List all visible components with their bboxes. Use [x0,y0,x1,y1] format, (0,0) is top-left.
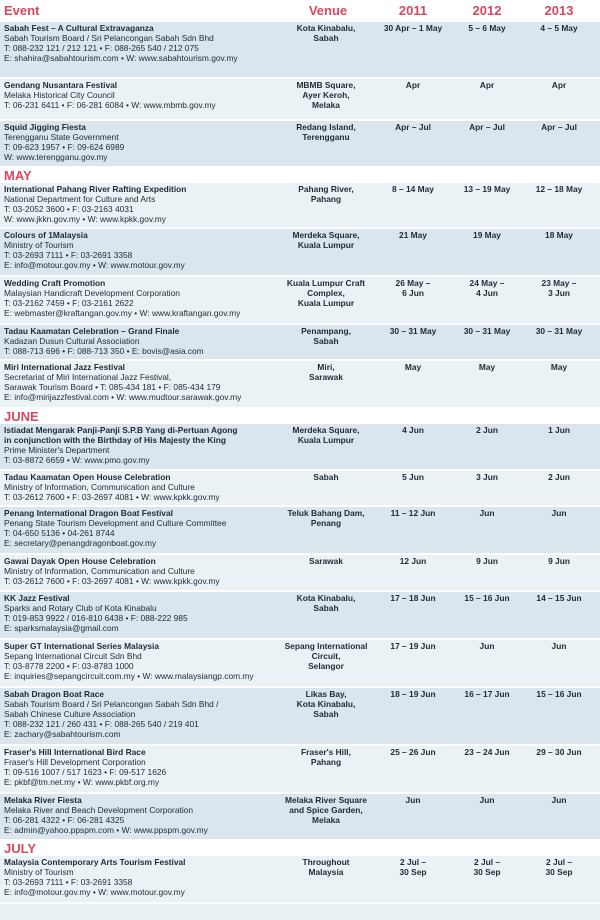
events-table-body [0,22,600,904]
organizer-contact-line: Malaysian Handicraft Development Corporation [4,288,180,298]
event-cell [0,122,276,166]
date-2013-cell [524,80,594,119]
date-2011-cell [376,362,450,407]
date-2013-cell [524,425,594,469]
venue-cell [276,593,376,638]
event-name-continued: in conjunction with the Birthday of His Majesty the King [4,435,226,445]
date-2012-cell-line: 3 Jun [476,472,498,482]
organizer-contact-line: E: inquiries@sepangcircuit.com.my • W: www.malaysiangp.com.my [4,671,254,681]
date-2013-cell-line: 12 – 18 May [535,184,583,194]
venue-cell [276,278,376,323]
date-2012-cell [450,122,524,166]
venue-cell-line: Sarawak [309,372,343,382]
date-2013-cell-line: 2 Jun [548,472,570,482]
date-2011-cell-line: Jun [405,795,421,805]
date-2013-cell-line: 29 – 30 Jun [536,747,582,757]
venue-cell-line: Ayer Keroh, [302,90,350,100]
venue-cell [276,472,376,505]
venue-cell-line: Likas Bay, [305,689,347,699]
header-year-2012: 2012 [472,3,502,18]
date-2011-cell [376,122,450,166]
date-2012-cell-line: 5 – 6 May [468,23,506,33]
date-2012-cell [450,23,524,77]
date-2012-cell [450,795,524,839]
month-heading: JULY [0,841,600,856]
date-2013-cell-line: Jun [551,795,567,805]
date-2012-cell [450,689,524,744]
date-2011-cell-line: 26 May – [395,278,431,288]
organizer-contact-line: T: 019-853 9922 / 016-810 6438 • F: 088-222 985 [4,613,188,623]
date-2012-cell-line: Jun [479,795,495,805]
venue-cell [276,425,376,469]
venue-cell-line: Fraser's Hill, [301,747,351,757]
venue-cell-line: Miri, [317,362,335,372]
event-name: Istiadat Mengarak Panji-Panji S.P.B Yang di-Pertuan Agong [4,425,238,435]
date-2011-cell-line: 8 – 14 May [392,184,434,194]
organizer-contact-line: T: 03-8872 6659 • W: www.pmo.gov.my [4,455,150,465]
date-2013-cell [524,747,594,792]
venue-cell-line: and Spice Garden, [289,805,363,815]
venue-cell-line: Kota Kinabalu, [296,593,356,603]
event-cell [0,80,276,119]
date-2013-cell [524,508,594,553]
organizer-contact-line: T: 03-8778 2200 • F: 03-8783 1000 [4,661,134,671]
table-row [0,592,600,640]
event-cell [0,425,276,469]
date-2012-cell-line: 23 – 24 Jun [464,747,510,757]
venue-cell-line: Selangor [308,661,344,671]
event-name: Sabah Fest – A Cultural Extravaganza [4,23,154,33]
date-2013-cell [524,593,594,638]
venue-cell-line: Pahang [310,194,342,204]
organizer-contact-line: Sabah Chinese Culture Association [4,709,136,719]
event-name: Miri International Jazz Festival [4,362,126,372]
event-cell [0,230,276,275]
date-2011-cell [376,425,450,469]
organizer-contact-line: W: www.terengganu.gov.my [4,152,108,162]
venue-cell-line: Merdeka Square, [292,425,360,435]
venue-cell [276,230,376,275]
event-cell [0,641,276,686]
event-name: Colours of 1Malaysia [4,230,88,240]
date-2013-cell [524,362,594,407]
organizer-contact-line: T: 03-2693 7111 • F: 03-2691 3358 [4,877,133,887]
table-row [0,325,600,361]
organizer-contact-line: Sabah Tourism Board / Sri Pelancongan Sabah Sdn Bhd [4,33,214,43]
table-row [0,183,600,229]
venue-cell-line: Sabah [313,33,339,43]
venue-cell-line: Kota Kinabalu, [296,23,356,33]
date-2011-cell [376,795,450,839]
table-row [0,229,600,277]
date-2012-cell [450,326,524,359]
date-2011-cell-line: 12 Jun [399,556,427,566]
date-2013-cell [524,556,594,590]
date-2013-cell [524,122,594,166]
event-cell [0,184,276,227]
date-2011-cell [376,23,450,77]
event-name: Super GT International Series Malaysia [4,641,159,651]
venue-cell-line: Sarawak [309,556,343,566]
organizer-contact-line: Ministry of Tourism [4,867,74,877]
organizer-contact-line: E: zachary@sabahtourism.com [4,729,121,739]
date-2013-cell-line: Jun [551,508,567,518]
organizer-contact-line: E: info@motour.gov.my • W: www.motour.gov.my [4,887,185,897]
venue-cell-line: MBMB Square, [296,80,356,90]
date-2012-cell-line: 13 – 19 May [463,184,511,194]
date-2013-cell-line: Jun [551,641,567,651]
date-2011-cell-line: 25 – 26 Jun [390,747,436,757]
organizer-contact-line: T: 09-516 1007 / 517 1623 • F: 09-517 1626 [4,767,167,777]
event-name: Melaka River Fiesta [4,795,82,805]
date-2012-cell [450,556,524,590]
venue-cell [276,857,376,902]
date-2013-cell-line: 2 Jul – [545,857,573,867]
date-2013-cell-line: 3 Jun [548,288,570,298]
venue-cell-line: Kuala Lumpur Craft Complex, [286,278,366,298]
date-2013-cell [524,857,594,902]
organizer-contact-line: Melaka River and Beach Development Corporation [4,805,194,815]
date-2013-cell-line: 30 Sep [545,867,573,877]
date-2011-cell-line: 21 May [399,230,427,240]
organizer-contact-line: E: info@mirijazzfestival.com • W: www.mudtour.sarawak.gov.my [4,392,242,402]
date-2011-cell-line: 5 Jun [402,472,424,482]
organizer-contact-line: National Department for Culture and Arts [4,194,156,204]
date-2011-cell-line: Apr [405,80,421,90]
venue-cell-line: Sepang International Circuit, [284,641,368,661]
date-2012-cell-line: 19 May [473,230,501,240]
date-2012-cell [450,362,524,407]
date-2011-cell [376,641,450,686]
table-row [0,277,600,325]
organizer-contact-line: Sarawak Tourism Board • T: 085-434 181 • F: 085-434 179 [4,382,221,392]
date-2013-cell [524,184,594,227]
date-2013-cell [524,795,594,839]
date-2011-cell-line: 4 Jun [402,425,424,435]
venue-cell-line: Sabah [313,472,339,482]
organizer-contact-line: T: 03-2162 7459 • F: 03-2161 2622 [4,298,134,308]
date-2011-cell [376,278,450,323]
organizer-contact-line: Fraser's Hill Development Corporation [4,757,146,767]
venue-cell-line: Penampang, [301,326,351,336]
event-cell [0,278,276,323]
date-2011-cell [376,556,450,590]
event-cell [0,362,276,407]
date-2012-cell-line: Apr – Jul [469,122,505,132]
event-name: Tadau Kaamatan Open House Celebration [4,472,171,482]
date-2011-cell-line: 30 – 31 May [389,326,437,336]
date-2012-cell [450,641,524,686]
header-year-2011: 2011 [398,3,428,18]
organizer-contact-line: Ministry of Information, Communication and Culture [4,482,195,492]
date-2013-cell-line: 18 May [545,230,573,240]
date-2012-cell-line: 30 – 31 May [463,326,511,336]
venue-cell-line: Merdeka Square, [292,230,360,240]
table-row [0,79,600,121]
date-2011-cell-line: 30 Sep [399,867,427,877]
date-2011-cell-line: 18 – 19 Jun [390,689,436,699]
table-row [0,361,600,409]
date-2012-cell-line: 24 May – [469,278,505,288]
date-2013-cell-line: Apr – Jul [541,122,577,132]
table-row [0,507,600,555]
event-cell [0,508,276,553]
table-row [0,555,600,592]
date-2013-cell-line: Apr [551,80,567,90]
date-2012-cell [450,184,524,227]
date-2013-cell [524,230,594,275]
date-2011-cell-line: 30 Apr – 1 May [383,23,443,33]
event-name: Gendang Nusantara Festival [4,80,118,90]
event-name: Fraser's Hill International Bird Race [4,747,146,757]
organizer-contact-line: E: pkbf@tm.net.my • W: www.pkbf.org.my [4,777,160,787]
date-2011-cell [376,689,450,744]
organizer-contact-line: T: 04-650 5136 • 04-261 8744 [4,528,115,538]
event-cell [0,857,276,902]
date-2012-cell [450,508,524,553]
organizer-contact-line: Kadazan Dusun Cultural Association [4,336,140,346]
event-cell [0,472,276,505]
date-2011-cell [376,857,450,902]
header-year-2013: 2013 [544,3,574,18]
date-2012-cell-line: 2 Jul – [473,857,501,867]
date-2012-cell [450,593,524,638]
date-2012-cell [450,472,524,505]
event-cell [0,556,276,590]
date-2012-cell-line: Apr [479,80,495,90]
date-2011-cell-line: Apr – Jul [395,122,431,132]
table-row [0,640,600,688]
event-cell [0,689,276,744]
event-name: Wedding Craft Promotion [4,278,106,288]
date-2012-cell-line: 16 – 17 Jun [464,689,510,699]
venue-cell-line: Kota Kinabalu, [296,699,356,709]
venue-cell-line: Terengganu [302,132,350,142]
table-row [0,121,600,168]
venue-cell [276,795,376,839]
date-2012-cell [450,425,524,469]
date-2012-cell [450,278,524,323]
venue-cell [276,641,376,686]
date-2011-cell [376,747,450,792]
table-row [0,746,600,794]
table-row [0,424,600,471]
venue-cell-line: Sabah [313,709,339,719]
event-name: Sabah Dragon Boat Race [4,689,105,699]
event-cell [0,593,276,638]
venue-cell [276,23,376,77]
month-heading: JUNE [0,409,600,424]
date-2011-cell-line: 2 Jul – [399,857,427,867]
venue-cell-line: Malaysia [308,867,344,877]
organizer-contact-line: E: admin@yahoo.ppspm.com • W: www.ppspm.gov.my [4,825,208,835]
date-2013-cell [524,689,594,744]
venue-cell [276,362,376,407]
organizer-contact-line: Prime Minister's Department [4,445,110,455]
date-2011-cell [376,326,450,359]
header-event: Event [4,3,40,18]
organizer-contact-line: T: 088-232 121 / 212 121 • F: 088-265 540 / 212 075 [4,43,199,53]
event-cell [0,795,276,839]
venue-cell-line: Melaka [312,100,340,110]
venue-cell-line: Teluk Bahang Dam, [287,508,365,518]
date-2013-cell-line: 1 Jun [548,425,570,435]
organizer-contact-line: T: 03-2052 3600 • F: 03-2163 4031 [4,204,134,214]
table-row [0,856,600,904]
date-2012-cell-line: 30 Sep [473,867,501,877]
date-2012-cell-line: May [478,362,496,372]
date-2011-cell [376,593,450,638]
venue-cell [276,747,376,792]
date-2013-cell [524,472,594,505]
organizer-contact-line: T: 06-281 4322 • F: 06-281 4325 [4,815,125,825]
venue-cell [276,326,376,359]
date-2013-cell [524,641,594,686]
date-2011-cell-line: 11 – 12 Jun [390,508,436,518]
organizer-contact-line: Sabah Tourism Board / Sri Pelancongan Sabah Sdn Bhd / [4,699,219,709]
venue-cell-line: Sabah [313,336,339,346]
venue-cell-line: Melaka River Square [285,795,367,805]
organizer-contact-line: E: info@motour.gov.my • W: www.motour.gov.my [4,260,185,270]
organizer-contact-line: Sparks and Rotary Club of Kota Kinabalu [4,603,157,613]
venue-cell-line: Kuala Lumpur [297,435,355,445]
organizer-contact-line: Terengganu State Government [4,132,119,142]
venue-cell-line: Throughout [302,857,350,867]
date-2012-cell-line: 9 Jun [476,556,498,566]
organizer-contact-line: T: 03-2693 7111 • F: 03-2691 3358 [4,250,133,260]
table-row [0,688,600,746]
date-2013-cell [524,278,594,323]
date-2012-cell [450,857,524,902]
date-2011-cell [376,508,450,553]
header-venue: Venue [308,3,348,18]
date-2013-cell-line: 4 – 5 May [540,23,578,33]
date-2011-cell-line: May [404,362,422,372]
venue-cell-line: Redang Island, [296,122,356,132]
organizer-contact-line: T: 03-2612 7600 • F: 03-2697 4081 • W: www.kpkk.gov.my [4,492,220,502]
date-2012-cell [450,747,524,792]
venue-cell [276,556,376,590]
organizer-contact-line: E: webmaster@kraftangan.gov.my • W: www.kraftangan.gov.my [4,308,241,318]
date-2013-cell-line: 14 – 15 Jun [536,593,582,603]
date-2012-cell-line: 2 Jun [476,425,498,435]
organizer-contact-line: T: 088-232 121 / 260 431 • F: 088-265 540 / 219 401 [4,719,199,729]
table-row [0,22,600,79]
event-cell [0,747,276,792]
organizer-contact-line: W: www.jkkn.gov.my • W: www.kpkk.gov.my [4,214,166,224]
event-name: Gawai Dayak Open House Celebration [4,556,156,566]
date-2011-cell [376,184,450,227]
venue-cell-line: Penang [310,518,342,528]
organizer-contact-line: E: sparksmalaysia@gmail.com [4,623,119,633]
date-2012-cell [450,230,524,275]
event-name: Penang International Dragon Boat Festival [4,508,173,518]
event-name: Squid Jigging Fiesta [4,122,86,132]
table-row [0,471,600,507]
date-2013-cell [524,326,594,359]
venue-cell [276,80,376,119]
date-2011-cell-line: 17 – 19 Jun [390,641,436,651]
venue-cell-line: Sabah [313,603,339,613]
date-2012-cell-line: Jun [479,641,495,651]
venue-cell [276,689,376,744]
venue-cell-line: Melaka [312,815,340,825]
date-2012-cell-line: Jun [479,508,495,518]
event-cell [0,23,276,77]
event-name: Tadau Kaamatan Celebration – Grand Finale [4,326,180,336]
date-2013-cell-line: May [550,362,568,372]
month-heading: MAY [0,168,600,183]
venue-cell-line: Pahang River, [298,184,354,194]
organizer-contact-line: Ministry of Tourism [4,240,74,250]
organizer-contact-line: T: 03-2612 7600 • F: 03-2697 4081 • W: www.kpkk.gov.my [4,576,220,586]
organizer-contact-line: Penang State Tourism Development and Culture Committee [4,518,227,528]
event-name: International Pahang River Rafting Expedition [4,184,187,194]
organizer-contact-line: E: shahira@sabahtourism.com • W: www.sabahtourism.gov.my [4,53,238,63]
organizer-contact-line: T: 06-231 6411 • F: 06-281 6084 • W: www.mbmb.gov.my [4,100,216,110]
date-2011-cell-line: 17 – 18 Jun [390,593,436,603]
date-2013-cell-line: 30 – 31 May [535,326,583,336]
organizer-contact-line: Secretariat of Miri International Jazz Festival, [4,372,172,382]
table-header [0,0,600,22]
venue-cell [276,508,376,553]
venue-cell [276,184,376,227]
date-2012-cell-line: 15 – 16 Jun [464,593,510,603]
venue-cell [276,122,376,166]
date-2013-cell-line: 23 May – [541,278,577,288]
date-2013-cell [524,23,594,77]
date-2011-cell [376,230,450,275]
date-2013-cell-line: 9 Jun [548,556,570,566]
date-2012-cell [450,80,524,119]
venue-cell-line: Pahang [310,757,342,767]
date-2011-cell [376,80,450,119]
table-row [0,794,600,841]
event-cell [0,326,276,359]
event-name: Malaysia Contemporary Arts Tourism Festival [4,857,186,867]
date-2011-cell-line: 6 Jun [402,288,424,298]
date-2013-cell-line: 15 – 16 Jun [536,689,582,699]
date-2012-cell-line: 4 Jun [476,288,498,298]
organizer-contact-line: T: 09-623 1957 • F: 09-624 6989 [4,142,125,152]
venue-cell-line: Kuala Lumpur [297,298,355,308]
event-name: KK Jazz Festival [4,593,70,603]
organizer-contact-line: Melaka Historical City Council [4,90,115,100]
organizer-contact-line: Ministry of Information, Communication and Culture [4,566,195,576]
organizer-contact-line: E: secretary@penangdragonboat.gov.my [4,538,157,548]
date-2011-cell [376,472,450,505]
organizer-contact-line: T: 088-713 696 • F: 088-713 350 • E: bovis@asia.com [4,346,204,356]
organizer-contact-line: Sepang International Circuit Sdn Bhd [4,651,142,661]
venue-cell-line: Kuala Lumpur [297,240,355,250]
